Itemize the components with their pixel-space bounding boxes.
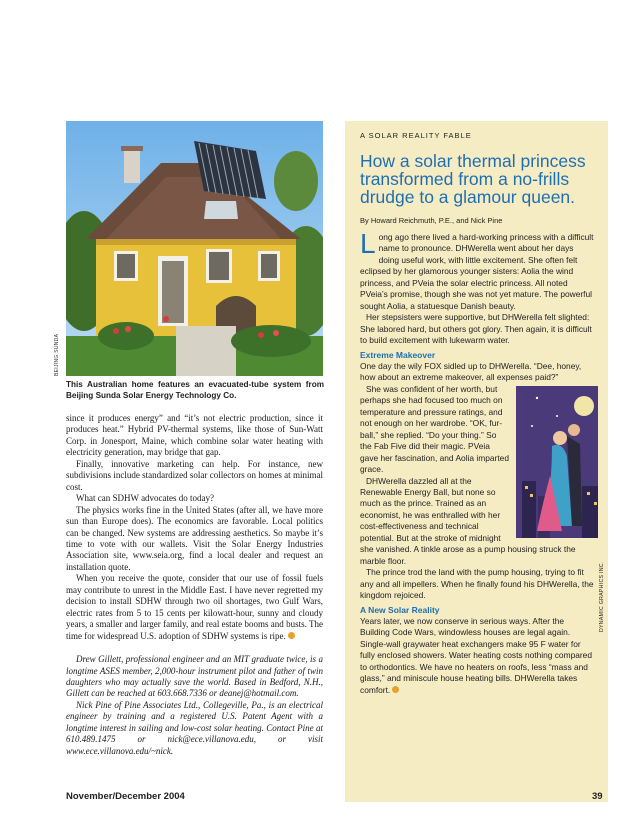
paragraph: Her stepsisters were supportive, but DHWerella felt slighted: She labored hard, but others got glory. Then again, it is difficult to build excitement with lukewarm water. [360, 312, 592, 346]
section-title: Extreme Makeover [360, 349, 436, 360]
photo-caption: This Australian home features an evacuated-tube system from Beijing Sunda Solar Energy Technology Co. [66, 380, 324, 400]
paragraph: The prince trod the land with the pump housing, trying to fit any and all impellers. When he finally found his DHWerella, the kingdom rejoiced. [360, 567, 594, 601]
section-title: A New Solar Reality [360, 604, 440, 615]
end-of-article-icon [288, 632, 295, 639]
drop-cap: L [360, 228, 376, 259]
sidebar-byline: By Howard Reichmuth, P.E., and Nick Pine [360, 216, 503, 225]
paragraph: What can SDHW advocates do today? [76, 493, 215, 504]
paragraph: since it produces energy” and “it’s not electric production, since it produces heat.” Hybrid PV-thermal systems, like those of Sun-Watt Corp. in Jonesport, Maine, which combine solar water heating with electricity generation, may bridge that gap. [66, 413, 323, 458]
paragraph: The physics works fine in the United States (after all, we have more sun than Europe does). The economics are favorable. Local politics can be changed. New systems are addressing aesthetics. So maybe it’s time to vote with our wallets. Visit the Solar Energy Industries Association site, www.seia.org, find a local dealer and request an installation quote. [66, 504, 323, 572]
paragraph: Finally, innovative marketing can help. For instance, new subdivisions include standardized solar collectors on homes at minimal cost. [66, 458, 323, 492]
paragraph-last: Years later, we now conserve in serious ways. After the Building Code Wars, windowless houses are legal again. Single-wall graywater heat exchangers make 95 F water for fully enclosed showers. Water heating costs nothing compared to orthodontics. We have no heaters on roofs, less “mass and glass,” and miniscule house heating bills. DHWerella takes comfort. [360, 615, 592, 695]
house-with-solar-panels-icon [66, 121, 323, 376]
dancing-couple-illustration-icon [516, 386, 598, 538]
paragraph: She was confident of her worth, but perhaps she had focused too much on temperature and pressure ratings, and not enough on her wardrobe. “OK, fur-ball,” she replied. “Do your thing.” So the Fab Five did their magic. PVeia gave her fascination, and Aolia imparted grace. [360, 384, 596, 476]
issue-date: November/December 2004 [66, 791, 185, 802]
sidebar-kicker: A SOLAR REALITY FABLE [360, 131, 472, 140]
sidebar-fable [345, 121, 608, 802]
sidebar-headline: How a solar thermal princess transformed from a no-frills drudge to a glamour queen. [360, 151, 586, 207]
illustration-credit: DYNAMIC GRAPHICS INC. [599, 561, 605, 632]
author-bio: Nick Pine of Pine Associates Ltd., Collegeville, Pa., is an electrical engineer by training and a registered U.S. Patent Agent with a longtime interest in sailing and low-cost solar heating. Contact Pine at 610.489.1475 or nick@ece.villanova.edu, or visit www.ece.villanova.edu/~nick. [66, 699, 323, 756]
author-bio: Drew Gillett, professional engineer and an MIT graduate twice, is a longtime ASES member, 2,000-hour instrument pilot and father of twin daughters who may actually save the world. Based in Bedford, N.H., Gillett can be reached at 603.668.7336 or deanej@hotmail.com. [66, 654, 323, 699]
sidebar-body [360, 228, 596, 696]
paragraph: Long ago there lived a hard-working princess with a difficult name to pronounce. DHWerella went about her days doing useful work, with little excitement. She often felt eclipsed by her glamorous younger sisters: Aolia the wind princess, and PVeia the solar electric princess. All noted PVeia’s promise, though she was not yet mature. The powerful sought Aolia, a statuesque Danish beauty. [360, 228, 594, 311]
paragraph: DHWerella dazzled all at the Renewable Energy Ball, but none so much as the prince. Trained as an economist, he was enthralled with her cost-effectiveness and technical potential. But at the stroke of midnight she vanished. A tinkle arose as a pump housing struck the marble floor. [360, 475, 576, 566]
house-photo [66, 121, 323, 376]
paragraph: One day the wily FOX sidled up to DHWerella. “Dee, honey, how about an extreme makeover, all expenses paid?” [360, 360, 582, 383]
page-number: 39 [592, 791, 603, 802]
paragraph-last: When you receive the quote, consider that our use of fossil fuels may contribute to unrest in the Middle East. I have never regretted my decision to install SDHW through two oil shortages, two Gulf Wars, electric rates from 5 to 15 cents per kilowatt-hour, sunny and cloudy years, a smaller and larger family, and real estate booms and busts. The time for widespread U.S. adoption of SDHW systems is ripe. [66, 573, 323, 641]
photo-credit: BEIJING SUNDA [54, 333, 60, 376]
end-of-article-icon [392, 686, 399, 693]
article-left-column [66, 413, 323, 757]
